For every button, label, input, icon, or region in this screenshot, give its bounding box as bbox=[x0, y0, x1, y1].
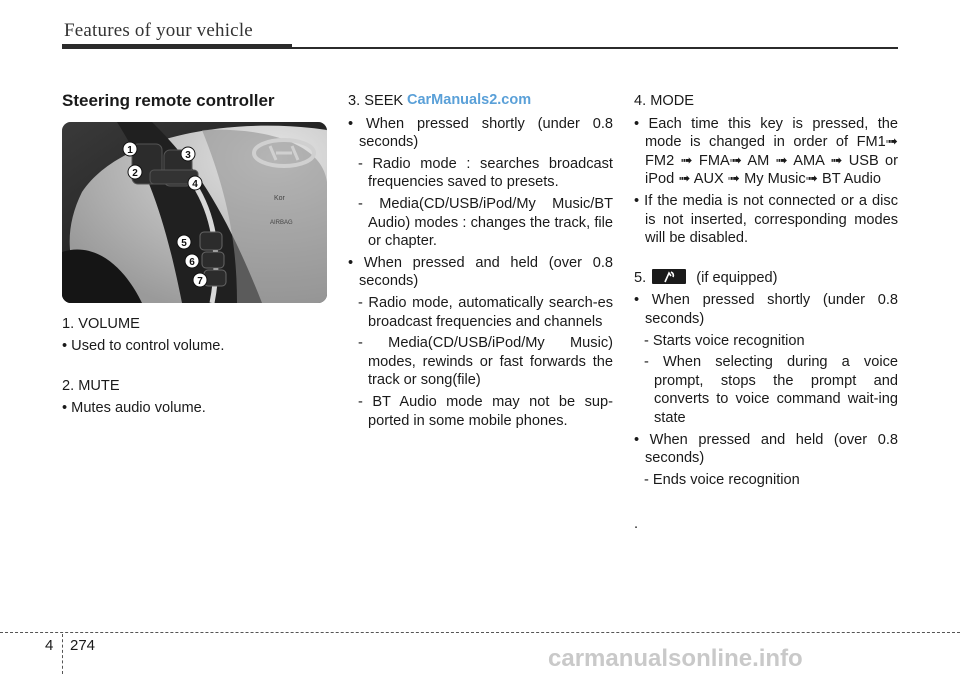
column-left bbox=[62, 92, 327, 421]
seek-held-bt-audio: - BT Audio mode may not be sup-ported in some mobile phones. bbox=[358, 393, 613, 429]
callout-5-label: 5 bbox=[181, 237, 187, 249]
svg-text:Kor: Kor bbox=[274, 194, 285, 202]
seek-short-media: - Media(CD/USB/iPod/My Music/BT Audio) modes : changes the track, file or chapter. bbox=[358, 195, 613, 250]
item-seek-title: 3. SEEK bbox=[348, 93, 404, 109]
page-header-title: Features of your vehicle bbox=[64, 20, 253, 41]
callout-7-label: 7 bbox=[197, 275, 203, 287]
item-voice-title bbox=[634, 269, 898, 288]
seek-held-radio: - Radio mode, automatically search-es broadcast frequencies and channels bbox=[358, 294, 613, 330]
watermark-top[interactable]: CarManuals2.com bbox=[407, 92, 532, 108]
column-middle bbox=[348, 92, 613, 433]
item-voice-number: 5. bbox=[634, 269, 647, 286]
voice-recognition-icon bbox=[652, 269, 686, 284]
item-volume-title: 1. VOLUME bbox=[62, 315, 140, 332]
seek-short-press-bullet: • When pressed shortly (under 0.8 seconds) bbox=[348, 115, 613, 151]
item-mute-bullet: • Mutes audio volume. bbox=[62, 400, 206, 417]
item-volume-bullet: • Used to control volume. bbox=[62, 338, 225, 355]
svg-text:AIRBAG: AIRBAG bbox=[270, 219, 293, 226]
header-rule-thin bbox=[292, 47, 898, 49]
voice-short-starts: - Starts voice recognition bbox=[644, 332, 805, 349]
section-title: Steering remote controller bbox=[62, 91, 275, 110]
item-voice-suffix: (if equipped) bbox=[696, 269, 778, 286]
voice-short-prompt: - When selecting during a voice prompt, stops the prompt and converts to voice command wait-ing state bbox=[644, 354, 898, 426]
voice-held-bullet: • When pressed and held (over 0.8 seconds) bbox=[634, 431, 898, 467]
voice-short-press-bullet: • When pressed shortly (under 0.8 seconds) bbox=[634, 292, 898, 327]
watermark-bottom[interactable]: carmanualsonline.info bbox=[548, 645, 803, 672]
seek-held-bullet: • When pressed and held (over 0.8 seconds) bbox=[348, 254, 613, 290]
item-mode-title: 4. MODE bbox=[634, 93, 695, 109]
trailing-dot: . bbox=[634, 516, 639, 533]
footer-rule bbox=[0, 632, 960, 633]
footer-section-number: 4 bbox=[45, 637, 54, 654]
header-rule-thick bbox=[62, 44, 292, 49]
column-right bbox=[634, 92, 898, 534]
footer-page-number: 274 bbox=[70, 637, 96, 654]
callout-4-label: 4 bbox=[192, 178, 198, 190]
item-mute-title: 2. MUTE bbox=[62, 377, 120, 394]
callout-2-label: 2 bbox=[132, 167, 138, 179]
mode-order-bullet: • Each time this key is pressed, the mode is changed in order of FM1➟ FM2 ➟ FMA➟ AM ➟ AMA ➟ USB or iPod ➟ AUX ➟ My Music➟ BT Audio bbox=[634, 115, 898, 188]
callout-6-label: 6 bbox=[189, 256, 195, 268]
callout-1-label: 1 bbox=[127, 144, 133, 156]
callout-3-label: 3 bbox=[185, 149, 191, 161]
footer-divider bbox=[62, 634, 63, 674]
voice-held-ends: - Ends voice recognition bbox=[644, 471, 800, 488]
mode-disabled-bullet: • If the media is not connected or a disc is not inserted, corresponding modes will be disabled. bbox=[634, 192, 898, 247]
seek-held-media: - Media(CD/USB/iPod/My Music) modes, rewinds or fast forwards the track or song(file) bbox=[358, 335, 613, 389]
seek-short-radio: - Radio mode : searches broadcast frequencies saved to presets. bbox=[358, 155, 613, 191]
steering-wheel-figure bbox=[62, 122, 327, 303]
